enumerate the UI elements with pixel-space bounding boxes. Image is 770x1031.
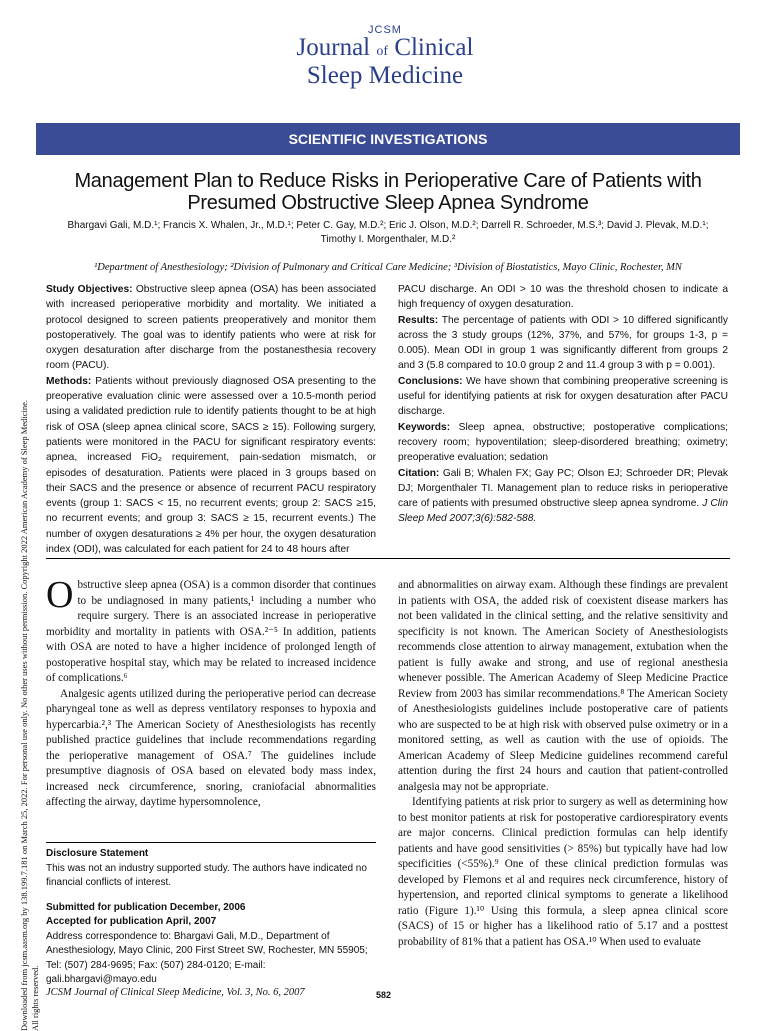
paragraph-3: and abnormalities on airway exam. Although these findings are prevalent in patients with OSA, the added risk of coexistent disease markers has not been validated in the clinical setting, and the relative sensitivity and specificity is not known. The American Society of Anesthesiologists recommends close attention to airway management, extubation when the patient is fully awake and strong, and use of regional anesthesia whenever possible. The American Academy of Sleep Medicine Practice Review from 2003 has similar recommendations.⁸ The American Society of Anesthesiologists guidelines include postoperative care of patients who are suspected to be at high risk with observed pulse oximetry or in a monitored setting, as well as caution with the use of opioids. The American Academy of Sleep Medicine guidelines recommend careful attention during the first 24 hours and caution that patient-controlled analgesia may not be appropriate. <box>398 579 728 793</box>
paragraph-4: Identifying patients at risk prior to surgery as well as determining how to best monitor patients at risk for postoperative cardiorespiratory events are major concerns. Clinical prediction formulas can help identify patients and have good sensitivities (> 85%) but typically have had low specificities (<55%).⁹ One of these clinical prediction formulas was developed by Flemons et al and requires neck circumference, history of hypertension, and reported clinical symptoms to generate a likelihood ratio (Figure 1).¹⁰ Using this formula, a sleep apnea clinical score (SACS) of 15 or higher has a likelihood ratio of 5.17 and a posttest probability of 81% that a patient has OSA.¹⁰ When used to evaluate <box>398 796 728 948</box>
citation-journal: J Clin Sleep Med 2007;3(6):582-588. <box>398 498 728 525</box>
methods-continued: PACU discharge. An ODI > 10 was the threshold chosen to indicate a high frequency of oxygen desaturation. <box>398 284 728 311</box>
authors-line-2: Timothy I. Morgenthaler, M.D.² <box>320 234 456 245</box>
abstract-right-column <box>398 282 728 527</box>
methods-text: Patients without previously diagnosed OSA presenting to the preoperative evaluation clinic were assessed over a 10.5-month period using a validated prediction rule to identify patients thought to be at high risk of OSA (sleep apnea clinical score, SACS ≥ 15). Following surgery, patients were monitored in the PACU for significant respiratory events: apnea, increased FiO₂ requirement, pain-sedation mismatch, or episodes of desaturation. Patients were placed in 3 groups based on their SACS and the presence or absence of recurrent PACU respiratory events (group 1: SACS < 15, no recurrent events; group 2: SACS ≥15, no recurrent events; and group 3: SACS ≥ 15, recurrent events.) The number of oxygen desaturations ≥ 4% per hour, the oxygen desaturation index (ODI), was calculated for each patient for 24 to 48 hours after <box>46 375 376 556</box>
disclosure-box <box>46 842 376 988</box>
citation-label: Citation: <box>398 467 440 479</box>
results-text: The percentage of patients with ODI > 10 differed significantly across the 3 study groups (12%, 37%, and 57%, for groups 1-3, p = 0.005). Mean ODI in group 1 was significantly different from groups 2 and 3 (5.8 compared to 10.0 group 2 and 11.4 group 3 with p = 0.001). <box>398 314 728 372</box>
logo-journal-line: Journal of Clinical <box>296 34 474 61</box>
author-list <box>56 219 720 247</box>
paragraph-2: Analgesic agents utilized during the perioperative period can decrease pharyngeal tone as well as depress ventilatory responses to hypoxia and hypercarbia.²,³ The American Society of Anesthesiologists has recently published practice guidelines that include recommendations regarding the perioperative management of OSA.⁷ The guidelines include presumptive diagnosis of OSA based on elevated body mass index, increased neck circumference, snoring, craniofacial abnormalities affecting the airway, daytime hypersomnolence, <box>46 687 376 808</box>
body-right-column <box>398 578 728 950</box>
conclusions-label: Conclusions: <box>398 375 463 387</box>
objectives-label: Study Objectives: <box>46 284 133 295</box>
submitted-date: Submitted for publication December, 2006 <box>46 901 246 913</box>
disclosure-text: This was not an industry supported study. The authors have indicated no financial conflicts of interest. <box>46 862 367 888</box>
download-notice: Downloaded from jcsm.aasm.org by 138.199.7.181 on March 25, 2022. For personal use only. No other uses without permission. Copyright 2022 American Academy of Sleep Medicine. All rights reserved. <box>19 399 40 1031</box>
objectives-text: Obstructive sleep apnea (OSA) has been associated with increased perioperative morbidity and mortality. We initiated a protocol designed to screen patients preoperatively and monitor them postoperatively. The goal was to identify patients who were at risk for oxygen desaturation after discharge from the postanesthesia recovery room (PACU). <box>46 284 376 372</box>
section-divider <box>46 558 730 559</box>
page-number: 582 <box>376 990 392 1000</box>
conclusions-text: We have shown that combining preoperative screening is useful for identifying patients at risk for oxygen desaturation after PACU discharge. <box>398 375 728 418</box>
drop-cap: O <box>46 574 74 616</box>
accepted-date: Accepted for publication April, 2007 <box>46 916 217 927</box>
citation-text: Gali B; Whalen FX; Gay PC; Olson EJ; Schroeder DR; Plevak DJ; Morgenthaler TI. Management plan to reduce risks in perioperative care of patients with presumed obstructive sleep apnea syndrome. <box>398 467 728 510</box>
section-banner: SCIENTIFIC INVESTIGATIONS <box>36 123 740 155</box>
footer-journal: JCSM Journal of Clinical Sleep Medicine, Vol. 3, No. 6, 2007 <box>46 987 305 998</box>
logo-sleep-medicine: Sleep Medicine <box>306 62 464 89</box>
keywords-label: Keywords: <box>398 421 451 433</box>
results-label: Results: <box>398 314 439 326</box>
correspondence-address: Address correspondence to: Bhargavi Gali, M.D., Department of Anesthesiology, Mayo Clinic, 200 First Street SW, Rochester, MN 55905; Tel: (507) 284-9695; Fax: (507) 284-0120; E-mail: gali.bhargavi@mayo.edu <box>46 930 368 985</box>
journal-logo <box>0 24 770 88</box>
logo-jcsm: JCSM <box>368 24 402 36</box>
methods-label: Methods: <box>46 375 92 387</box>
article-title: Management Plan to Reduce Risks in Perioperative Care of Patients with Presumed Obstructive Sleep Apnea Syndrome <box>74 170 702 214</box>
abstract-left-column <box>46 282 376 557</box>
authors-line-1: Bhargavi Gali, M.D.¹; Francis X. Whalen, Jr., M.D.¹; Peter C. Gay, M.D.²; Eric J. Olson, M.D.²; Darrell R. Schroeder, M.S.³; David J. Plevak, M.D.¹; <box>67 220 709 231</box>
keywords-text: Sleep apnea, obstructive; postoperative complications; recovery room; hypoventilation; sleep-disordered breathing; oximetry; preoperative evaluation; sedation <box>398 421 728 464</box>
paragraph-1: Obstructive sleep apnea (OSA) is a common disorder that continues to be undiagnosed in many patients,¹ including a number who require surgery. There is an associated increase in perioperative morbidity and mortality in patients with OSA.²⁻⁵ In addition, patients with OSA are noted to have a higher incidence of prolonged length of postoperative hospital stay, which may be related to increased incidence of complications.⁶ <box>46 574 376 684</box>
affiliations: ¹Department of Anesthesiology; ²Division of Pulmonary and Critical Care Medicine; ³Division of Biostatistics, Mayo Clinic, Rochester, MN <box>94 262 682 273</box>
disclosure-heading: Disclosure Statement <box>46 848 149 859</box>
body-left-column <box>46 574 376 811</box>
